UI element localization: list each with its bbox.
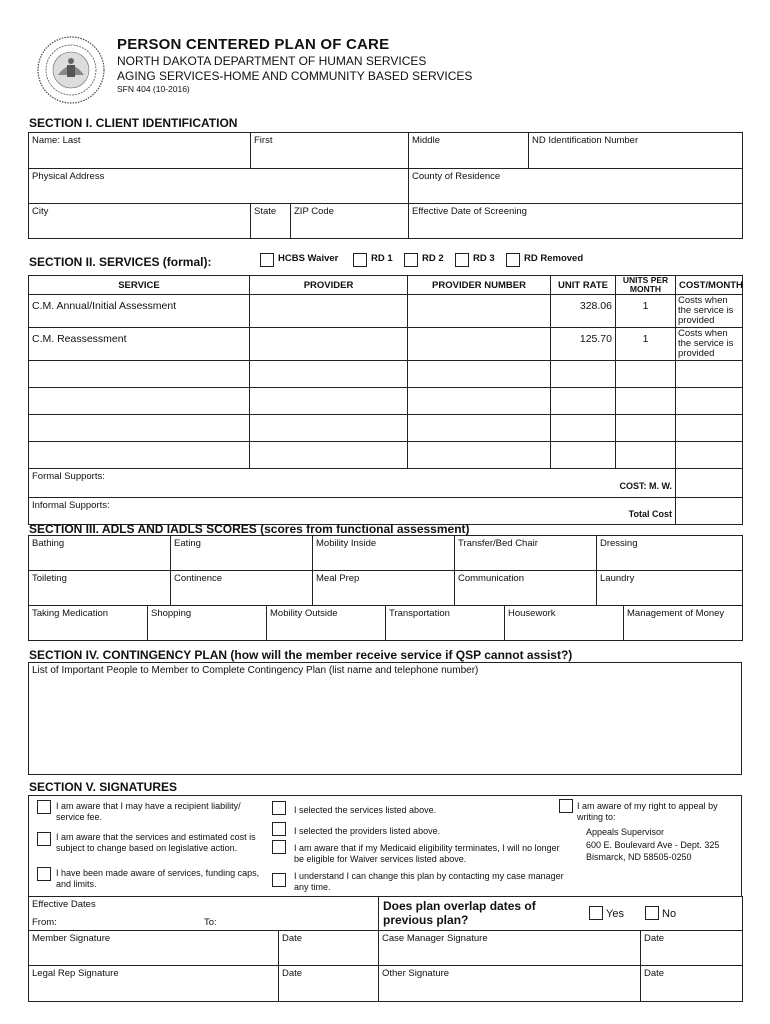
physical-address-field[interactable] (29, 169, 409, 204)
unit-rate-cell[interactable] (551, 361, 616, 388)
member-signature-label: Member Signature (32, 933, 111, 944)
taking-medication-field[interactable] (29, 606, 148, 641)
bathing-label: Bathing (32, 538, 65, 549)
overlap-question: Does plan overlap dates of previous plan? (383, 899, 536, 927)
division-name: AGING SERVICES-HOME AND COMMUNITY BASED SERVICES (117, 69, 473, 83)
other-signature-field[interactable] (379, 966, 641, 1002)
units-cell[interactable] (616, 361, 676, 388)
zip-field[interactable] (291, 204, 409, 239)
header-provider: PROVIDER (250, 276, 408, 295)
rd-removed-checkbox[interactable] (506, 253, 520, 267)
housework-label: Housework (508, 608, 556, 619)
contingency-list-label: List of Important People to Member to Complete Contingency Plan (list name and telephone number) (32, 665, 479, 676)
liability-checkbox[interactable] (37, 800, 51, 814)
funding-caps-checkbox[interactable] (37, 867, 51, 881)
section-1-title: SECTION I. CLIENT IDENTIFICATION (29, 116, 238, 130)
rd3-checkbox[interactable] (455, 253, 469, 267)
cost-change-checkbox[interactable] (37, 832, 51, 846)
rd3-label: RD 3 (473, 253, 495, 264)
bathing-field[interactable] (29, 536, 171, 571)
cost-cell[interactable] (676, 388, 743, 415)
provider-cell[interactable] (250, 415, 408, 442)
funding-caps-text: I have been made aware of services, funding caps, and limits. (56, 868, 260, 889)
cost-cell[interactable] (676, 361, 743, 388)
provider-number-cell[interactable] (408, 361, 551, 388)
other-date-label: Date (644, 968, 665, 979)
adls-row-3 (28, 605, 743, 641)
mobility-outside-label: Mobility Outside (270, 608, 338, 619)
provider-number-cell[interactable] (408, 295, 551, 328)
section-3-title: SECTION III. ADLS AND IADLS SCORES (scores from functional assessment) (29, 522, 470, 536)
department-name: NORTH DAKOTA DEPARTMENT OF HUMAN SERVICES (117, 54, 427, 68)
appeal-rights-text: I am aware of my right to appeal by writing to: (577, 801, 718, 822)
formal-supports-field[interactable] (29, 469, 676, 498)
informal-supports-field[interactable] (29, 498, 676, 525)
case-manager-date-field[interactable] (641, 931, 743, 966)
mobility-inside-field[interactable] (313, 536, 455, 571)
eating-label: Eating (174, 538, 201, 549)
case-manager-date-label: Date (644, 933, 665, 944)
table-row (29, 328, 743, 361)
units-cell[interactable]: 1 (616, 295, 676, 328)
provider-number-cell[interactable] (408, 415, 551, 442)
change-plan-text: I understand I can change this plan by contacting my case manager any time. (294, 871, 564, 892)
laundry-label: Laundry (600, 573, 635, 584)
table-row (29, 388, 743, 415)
units-cell[interactable]: 1 (616, 328, 676, 361)
service-cell[interactable]: C.M. Annual/Initial Assessment (29, 295, 250, 328)
medicaid-text: I am aware that if my Medicaid eligibility terminates, I will no longer be eligible for Waiver services listed above. (294, 843, 560, 864)
meal-prep-label: Meal Prep (316, 573, 360, 584)
legal-rep-date-field[interactable] (279, 966, 379, 1002)
mobility-inside-label: Mobility Inside (316, 538, 377, 549)
money-management-label: Management of Money (627, 608, 725, 619)
header-service: SERVICE (29, 276, 250, 295)
communication-label: Communication (458, 573, 524, 584)
laundry-field[interactable] (597, 571, 743, 606)
hcbs-waiver-checkbox[interactable] (260, 253, 274, 267)
unit-rate-cell[interactable] (551, 388, 616, 415)
rd2-label: RD 2 (422, 253, 444, 264)
county-label: County of Residence (412, 171, 501, 182)
provider-number-cell[interactable] (408, 442, 551, 469)
unit-rate-cell[interactable]: 125.70 (551, 328, 616, 361)
effective-date-field[interactable] (409, 204, 743, 239)
case-manager-signature-label: Case Manager Signature (382, 933, 488, 944)
signature-table (28, 896, 743, 1002)
first-name-field[interactable] (251, 133, 409, 169)
member-signature-field[interactable] (29, 931, 279, 966)
provider-number-cell[interactable] (408, 328, 551, 361)
contingency-plan-field[interactable] (29, 663, 742, 775)
table-row (29, 295, 743, 328)
selected-providers-checkbox[interactable] (272, 822, 286, 836)
overlap-yes-label: Yes (606, 908, 624, 920)
overlap-question-cell (379, 897, 743, 931)
appeal-rights-checkbox[interactable] (559, 799, 573, 813)
to-label: To: (204, 917, 217, 928)
header-unit-rate: UNIT RATE (551, 276, 616, 295)
selected-services-checkbox[interactable] (272, 801, 286, 815)
units-cell[interactable] (616, 442, 676, 469)
other-date-field[interactable] (641, 966, 743, 1002)
city-label: City (32, 206, 49, 217)
rd1-checkbox[interactable] (353, 253, 367, 267)
legal-rep-signature-field[interactable] (29, 966, 279, 1002)
dressing-label: Dressing (600, 538, 638, 549)
cost-change-text: I am aware that the services and estimated cost is subject to change based on legislative action. (56, 832, 256, 853)
middle-name-field[interactable] (409, 133, 529, 169)
physical-address-label: Physical Address (32, 171, 105, 182)
rd2-checkbox[interactable] (404, 253, 418, 267)
unit-rate-cell[interactable] (551, 415, 616, 442)
state-seal-logo (36, 35, 106, 105)
section-5-title: SECTION V. SIGNATURES (29, 780, 178, 794)
table-row (29, 415, 743, 442)
appeal-address-line-2: 600 E. Boulevard Ave - Dept. 325 (586, 840, 720, 850)
shopping-field[interactable] (148, 606, 267, 641)
medicaid-checkbox[interactable] (272, 840, 286, 854)
total-cost-label: Total Cost (628, 509, 672, 519)
services-table (28, 275, 743, 525)
hcbs-waiver-label: HCBS Waiver (278, 253, 339, 264)
appeal-address-line-1: Appeals Supervisor (586, 827, 665, 837)
table-row (29, 442, 743, 469)
form-number: SFN 404 (10-2016) (117, 84, 190, 94)
nd-id-label: ND Identification Number (532, 135, 639, 146)
header-units-per-month: UNITS PER MONTH (616, 276, 676, 295)
cost-mw-label: COST: M. W. (619, 481, 672, 491)
county-field[interactable] (409, 169, 743, 204)
cost-cell[interactable] (676, 415, 743, 442)
service-cell[interactable] (29, 361, 250, 388)
from-label: From: (32, 917, 57, 928)
service-cell[interactable]: C.M. Reassessment (29, 328, 250, 361)
first-name-label: First (254, 135, 273, 146)
section-2-title: SECTION II. SERVICES (formal): (29, 255, 212, 269)
legal-rep-signature-label: Legal Rep Signature (32, 968, 119, 979)
toileting-field[interactable] (29, 571, 171, 606)
section-4-title: SECTION IV. CONTINGENCY PLAN (how will the member receive service if QSP cannot assist?) (29, 648, 573, 662)
units-cell[interactable] (616, 388, 676, 415)
provider-cell[interactable] (250, 295, 408, 328)
name-last-field[interactable] (29, 133, 251, 169)
communication-field[interactable] (455, 571, 597, 606)
effective-dates-field[interactable] (29, 897, 379, 931)
nd-id-field[interactable] (529, 133, 743, 169)
meal-prep-field[interactable] (313, 571, 455, 606)
member-date-field[interactable] (279, 931, 379, 966)
service-cell[interactable] (29, 388, 250, 415)
continence-label: Continence (174, 573, 223, 584)
continence-field[interactable] (171, 571, 313, 606)
effective-date-label: Effective Date of Screening (412, 206, 527, 217)
service-cell[interactable] (29, 442, 250, 469)
provider-cell[interactable] (250, 361, 408, 388)
cost-cell[interactable] (676, 442, 743, 469)
table-row (29, 361, 743, 388)
provider-cell[interactable] (250, 442, 408, 469)
selected-services-text: I selected the services listed above. (294, 805, 437, 815)
eating-field[interactable] (171, 536, 313, 571)
provider-cell[interactable] (250, 328, 408, 361)
transportation-field[interactable] (386, 606, 505, 641)
change-plan-checkbox[interactable] (272, 873, 286, 887)
adls-row-1 (28, 535, 743, 606)
taking-medication-label: Taking Medication (32, 608, 109, 619)
form-title: PERSON CENTERED PLAN OF CARE (117, 36, 390, 53)
header-cost-month: COST/MONTH (676, 276, 743, 295)
transportation-label: Transportation (389, 608, 450, 619)
state-label: State (254, 206, 277, 217)
formal-supports-label: Formal Supports: (32, 471, 105, 482)
transfer-field[interactable] (455, 536, 597, 571)
client-identification-table (28, 132, 743, 239)
total-cost-field[interactable] (676, 498, 743, 525)
overlap-no-label: No (662, 908, 677, 920)
overlap-yes-checkbox[interactable] (589, 906, 603, 920)
case-manager-signature-field[interactable] (379, 931, 641, 966)
provider-number-cell[interactable] (408, 388, 551, 415)
cost-cell[interactable]: Costs when the service is provided (676, 328, 743, 361)
effective-dates-label: Effective Dates (32, 899, 96, 910)
state-field[interactable] (251, 204, 291, 239)
cost-cell[interactable]: Costs when the service is provided (676, 295, 743, 328)
middle-name-label: Middle (412, 135, 440, 146)
selected-providers-text: I selected the providers listed above. (294, 826, 441, 836)
header-provider-number: PROVIDER NUMBER (408, 276, 551, 295)
zip-label: ZIP Code (294, 206, 334, 217)
legal-rep-date-label: Date (282, 968, 303, 979)
toileting-label: Toileting (32, 573, 67, 584)
overlap-no-checkbox[interactable] (645, 906, 659, 920)
appeal-address-line-3: Bismarck, ND 58505-0250 (586, 852, 692, 862)
rd1-label: RD 1 (371, 253, 393, 264)
liability-text: I am aware that I may have a recipient liability/ service fee. (56, 801, 241, 822)
units-cell[interactable] (616, 415, 676, 442)
mobility-outside-field[interactable] (267, 606, 386, 641)
cost-mw-field[interactable] (676, 469, 743, 498)
other-signature-label: Other Signature (382, 968, 450, 979)
dressing-field[interactable] (597, 536, 743, 571)
unit-rate-cell[interactable]: 328.06 (551, 295, 616, 328)
city-field[interactable] (29, 204, 251, 239)
member-date-label: Date (282, 933, 303, 944)
money-management-field[interactable] (624, 606, 743, 641)
contingency-plan-box (28, 662, 742, 775)
service-cell[interactable] (29, 415, 250, 442)
provider-cell[interactable] (250, 388, 408, 415)
name-last-label: Name: Last (32, 135, 81, 146)
shopping-label: Shopping (151, 608, 192, 619)
unit-rate-cell[interactable] (551, 442, 616, 469)
rd-removed-label: RD Removed (524, 253, 584, 264)
informal-supports-label: Informal Supports: (32, 500, 110, 511)
housework-field[interactable] (505, 606, 624, 641)
transfer-label: Transfer/Bed Chair (458, 538, 538, 549)
